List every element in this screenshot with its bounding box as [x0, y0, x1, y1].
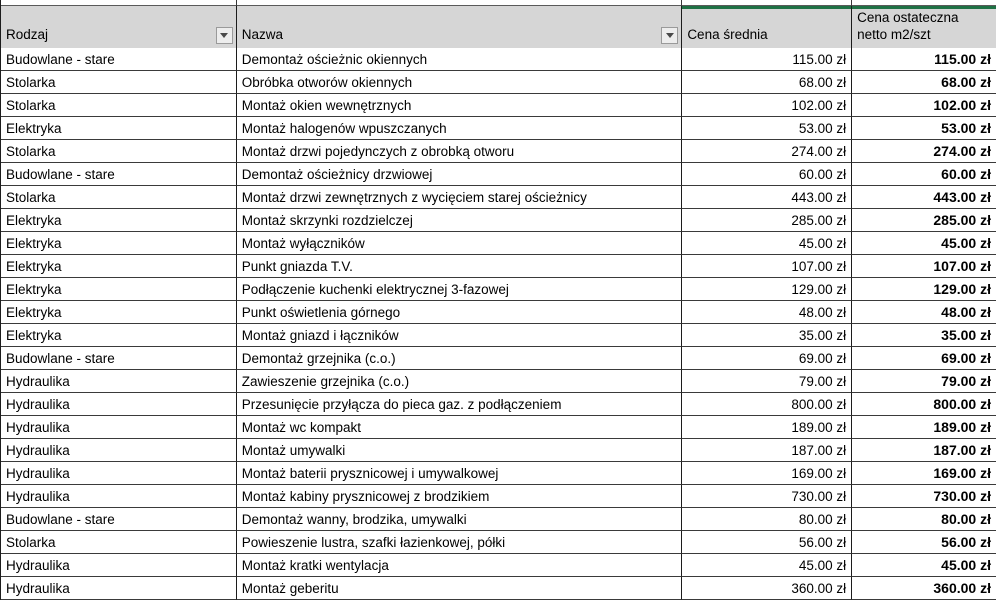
- cell-cena-srednia[interactable]: 79.00 zł: [682, 370, 852, 393]
- cell-rodzaj[interactable]: Elektryka: [1, 117, 237, 140]
- table-row: [1, 416, 996, 439]
- cell-nazwa[interactable]: Obróbka otworów okiennych: [237, 71, 683, 94]
- table-row: [1, 531, 996, 554]
- cell-nazwa[interactable]: Demontaż wanny, brodzika, umywalki: [237, 508, 683, 531]
- cell-nazwa[interactable]: Montaż drzwi zewnętrznych z wycięciem starej ościeżnicy: [237, 186, 683, 209]
- cell-nazwa[interactable]: Montaż drzwi pojedynczych z obrobką otworu: [237, 140, 683, 163]
- cell-cena-ostateczna[interactable]: 56.00 zł: [852, 531, 996, 554]
- cell-cena-ostateczna[interactable]: 360.00 zł: [852, 577, 996, 600]
- table-row: [1, 301, 996, 324]
- cell-cena-ostateczna[interactable]: 169.00 zł: [852, 462, 996, 485]
- cell-rodzaj[interactable]: Budowlane - stare: [1, 48, 237, 71]
- table-row: [1, 140, 996, 163]
- cell-nazwa[interactable]: Montaż halogenów wpuszczanych: [237, 117, 683, 140]
- cell-cena-ostateczna[interactable]: 45.00 zł: [852, 232, 996, 255]
- table-row: [1, 508, 996, 531]
- cell-nazwa[interactable]: Montaż baterii prysznicowej i umywalkowej: [237, 462, 683, 485]
- cell-cena-ostateczna[interactable]: 69.00 zł: [852, 347, 996, 370]
- cell-cena-ostateczna[interactable]: 129.00 zł: [852, 278, 996, 301]
- cell-nazwa[interactable]: Powieszenie lustra, szafki łazienkowej, półki: [237, 531, 683, 554]
- table-row: [1, 71, 996, 94]
- cell-rodzaj[interactable]: Elektryka: [1, 209, 237, 232]
- cell-rodzaj[interactable]: Stolarka: [1, 71, 237, 94]
- cell-rodzaj[interactable]: Hydraulika: [1, 416, 237, 439]
- filter-dropdown-button-nazwa[interactable]: [661, 27, 678, 44]
- header-label-cena-ostateczna: Cena ostateczna netto m2/szt: [857, 10, 959, 43]
- header-label-cena-srednia: Cena średnia: [687, 27, 768, 43]
- cell-cena-ostateczna[interactable]: 68.00 zł: [852, 71, 996, 94]
- cell-rodzaj[interactable]: Budowlane - stare: [1, 347, 237, 370]
- table-row: [1, 255, 996, 278]
- cell-nazwa[interactable]: Demontaż ościeżnicy drzwiowej: [237, 163, 683, 186]
- cell-rodzaj[interactable]: Stolarka: [1, 94, 237, 117]
- table-row: [1, 94, 996, 117]
- header-label-rodzaj: Rodzaj: [6, 27, 49, 43]
- cell-rodzaj[interactable]: Elektryka: [1, 255, 237, 278]
- cell-cena-ostateczna[interactable]: 187.00 zł: [852, 439, 996, 462]
- table-row: [1, 393, 996, 416]
- cell-nazwa[interactable]: Montaż wyłączników: [237, 232, 683, 255]
- table-row: [1, 324, 996, 347]
- cell-cena-srednia[interactable]: 730.00 zł: [682, 485, 852, 508]
- table-row: [1, 232, 996, 255]
- cell-rodzaj[interactable]: Stolarka: [1, 140, 237, 163]
- cell-rodzaj[interactable]: Elektryka: [1, 324, 237, 347]
- table-row: [1, 186, 996, 209]
- cell-nazwa[interactable]: Montaż gniazd i łączników: [237, 324, 683, 347]
- cell-cena-srednia[interactable]: 80.00 zł: [682, 508, 852, 531]
- cell-cena-ostateczna[interactable]: 285.00 zł: [852, 209, 996, 232]
- cell-cena-srednia[interactable]: 56.00 zł: [682, 531, 852, 554]
- table-row: [1, 370, 996, 393]
- cell-rodzaj[interactable]: Elektryka: [1, 301, 237, 324]
- cell-rodzaj[interactable]: Hydraulika: [1, 370, 237, 393]
- cell-cena-ostateczna[interactable]: 79.00 zł: [852, 370, 996, 393]
- cell-cena-srednia[interactable]: 129.00 zł: [682, 278, 852, 301]
- cell-cena-ostateczna[interactable]: 102.00 zł: [852, 94, 996, 117]
- cell-nazwa[interactable]: Montaż wc kompakt: [237, 416, 683, 439]
- header-cell-cena-srednia[interactable]: [682, 5, 852, 48]
- cell-nazwa[interactable]: Demontaż ościeżnic okiennych: [237, 48, 683, 71]
- cell-cena-srednia[interactable]: 48.00 zł: [682, 301, 852, 324]
- cell-cena-srednia[interactable]: 360.00 zł: [682, 577, 852, 600]
- cell-rodzaj[interactable]: Hydraulika: [1, 485, 237, 508]
- cell-cena-ostateczna[interactable]: 274.00 zł: [852, 140, 996, 163]
- cell-cena-srednia[interactable]: 60.00 zł: [682, 163, 852, 186]
- cell-nazwa[interactable]: Punkt oświetlenia górnego: [237, 301, 683, 324]
- cell-nazwa[interactable]: Montaż umywalki: [237, 439, 683, 462]
- cell-cena-ostateczna[interactable]: 80.00 zł: [852, 508, 996, 531]
- cell-rodzaj[interactable]: Hydraulika: [1, 577, 237, 600]
- cell-nazwa[interactable]: Montaż kabiny prysznicowej z brodzikiem: [237, 485, 683, 508]
- table-row: [1, 485, 996, 508]
- table-header-row: [1, 5, 996, 48]
- cell-rodzaj[interactable]: Hydraulika: [1, 393, 237, 416]
- cell-cena-ostateczna[interactable]: 45.00 zł: [852, 554, 996, 577]
- cell-nazwa[interactable]: Przesunięcie przyłącza do pieca gaz. z podłączeniem: [237, 393, 683, 416]
- cell-cena-srednia[interactable]: 45.00 zł: [682, 554, 852, 577]
- cell-cena-ostateczna[interactable]: 189.00 zł: [852, 416, 996, 439]
- cell-cena-srednia[interactable]: 285.00 zł: [682, 209, 852, 232]
- cell-nazwa[interactable]: Zawieszenie grzejnika (c.o.): [237, 370, 683, 393]
- cell-cena-ostateczna[interactable]: 107.00 zł: [852, 255, 996, 278]
- cell-cena-ostateczna[interactable]: 60.00 zł: [852, 163, 996, 186]
- table-row: [1, 278, 996, 301]
- cell-cena-srednia[interactable]: 35.00 zł: [682, 324, 852, 347]
- cell-cena-ostateczna[interactable]: 730.00 zł: [852, 485, 996, 508]
- cell-cena-srednia[interactable]: 189.00 zł: [682, 416, 852, 439]
- cell-nazwa[interactable]: Punkt gniazda T.V.: [237, 255, 683, 278]
- triangle-down-icon: [666, 33, 674, 38]
- header-cell-cena-ostateczna[interactable]: [852, 5, 996, 48]
- cell-cena-srednia[interactable]: 68.00 zł: [682, 71, 852, 94]
- triangle-down-icon: [220, 33, 228, 38]
- cell-cena-srednia[interactable]: 53.00 zł: [682, 117, 852, 140]
- cell-rodzaj[interactable]: Hydraulika: [1, 462, 237, 485]
- cell-cena-srednia[interactable]: 187.00 zł: [682, 439, 852, 462]
- header-label-nazwa: Nazwa: [241, 27, 284, 43]
- cell-cena-ostateczna[interactable]: 48.00 zł: [852, 301, 996, 324]
- cell-rodzaj[interactable]: Budowlane - stare: [1, 163, 237, 186]
- cell-rodzaj[interactable]: Elektryka: [1, 278, 237, 301]
- cell-rodzaj[interactable]: Hydraulika: [1, 554, 237, 577]
- cell-cena-ostateczna[interactable]: 115.00 zł: [852, 48, 996, 71]
- table-row: [1, 439, 996, 462]
- cell-cena-srednia[interactable]: 115.00 zł: [682, 48, 852, 71]
- cell-cena-srednia[interactable]: 45.00 zł: [682, 232, 852, 255]
- table-row: [1, 48, 996, 71]
- cell-cena-ostateczna[interactable]: 35.00 zł: [852, 324, 996, 347]
- table-body: [1, 48, 996, 600]
- cell-cena-srednia[interactable]: 107.00 zł: [682, 255, 852, 278]
- header-cell-nazwa[interactable]: [237, 5, 683, 48]
- cell-nazwa[interactable]: Montaż geberitu: [237, 577, 683, 600]
- cell-rodzaj[interactable]: Stolarka: [1, 186, 237, 209]
- table-row: [1, 117, 996, 140]
- header-cell-rodzaj[interactable]: [1, 5, 237, 48]
- cell-nazwa[interactable]: Demontaż grzejnika (c.o.): [237, 347, 683, 370]
- cell-nazwa[interactable]: Montaż skrzynki rozdzielczej: [237, 209, 683, 232]
- cell-cena-ostateczna[interactable]: 53.00 zł: [852, 117, 996, 140]
- cell-nazwa[interactable]: Montaż okien wewnętrznych: [237, 94, 683, 117]
- cell-cena-srednia[interactable]: 169.00 zł: [682, 462, 852, 485]
- cell-rodzaj[interactable]: Stolarka: [1, 531, 237, 554]
- table-row: [1, 554, 996, 577]
- table-row: [1, 462, 996, 485]
- table-row: [1, 347, 996, 370]
- table-row: [1, 209, 996, 232]
- cell-rodzaj[interactable]: Elektryka: [1, 232, 237, 255]
- cell-cena-ostateczna[interactable]: 443.00 zł: [852, 186, 996, 209]
- filter-dropdown-button-rodzaj[interactable]: [216, 27, 233, 44]
- cell-rodzaj[interactable]: Hydraulika: [1, 439, 237, 462]
- cell-rodzaj[interactable]: Budowlane - stare: [1, 508, 237, 531]
- cell-cena-srednia[interactable]: 274.00 zł: [682, 140, 852, 163]
- cell-cena-srednia[interactable]: 800.00 zł: [682, 393, 852, 416]
- table-row: [1, 163, 996, 186]
- cell-cena-ostateczna[interactable]: 800.00 zł: [852, 393, 996, 416]
- cell-cena-srednia[interactable]: 443.00 zł: [682, 186, 852, 209]
- cell-cena-srednia[interactable]: 102.00 zł: [682, 94, 852, 117]
- cell-nazwa[interactable]: Montaż kratki wentylacja: [237, 554, 683, 577]
- table-row: [1, 577, 996, 600]
- cell-cena-srednia[interactable]: 69.00 zł: [682, 347, 852, 370]
- cell-nazwa[interactable]: Podłączenie kuchenki elektrycznej 3-fazowej: [237, 278, 683, 301]
